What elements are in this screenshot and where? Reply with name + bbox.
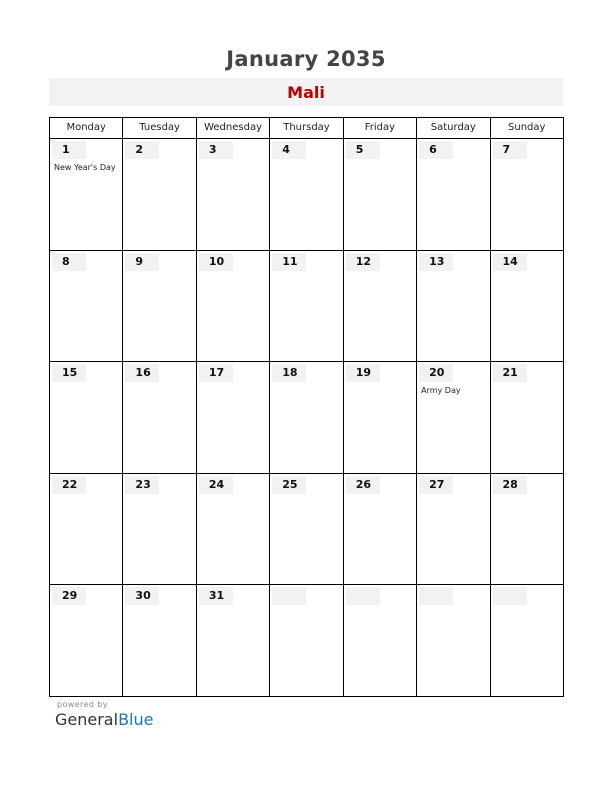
day-cell[interactable] [50,251,122,362]
day-number: 25 [282,477,298,491]
day-cell[interactable] [269,474,342,585]
day-cell[interactable] [416,474,489,585]
weekday-wednesday: Wednesday [196,118,269,138]
day-cell[interactable] [416,362,489,473]
week-row [50,362,563,474]
day-cell[interactable] [50,362,122,473]
day-cell[interactable] [269,139,342,250]
day-cell[interactable] [122,139,195,250]
day-cell[interactable] [196,139,269,250]
day-cell[interactable] [490,585,563,696]
powered-by-text: powered by [57,700,108,709]
weekday-sunday: Sunday [490,118,563,138]
day-cell[interactable] [416,251,489,362]
day-cell[interactable] [50,474,122,585]
day-cell[interactable] [122,474,195,585]
weekday-saturday: Saturday [416,118,489,138]
weekday-thursday: Thursday [269,118,342,138]
day-cell[interactable] [343,585,416,696]
day-number: 22 [62,477,78,491]
weekday-monday: Monday [66,122,106,133]
day-cell[interactable] [122,362,195,473]
day-cell[interactable] [196,474,269,585]
day-number: 7 [502,143,511,156]
day-cell[interactable] [490,474,563,585]
country-banner [49,78,563,106]
day-number: 12 [355,254,371,268]
week-row [50,474,563,586]
day-cell[interactable] [122,585,195,696]
brand-blue-text: Blue [118,710,154,729]
day-number: 14 [502,254,518,268]
day-cell[interactable] [196,362,269,473]
day-cell[interactable] [269,585,342,696]
day-cell[interactable] [196,585,269,696]
generalblue-logo[interactable] [55,710,175,730]
day-number [419,587,449,605]
day-number: 18 [282,366,298,380]
day-number: 21 [502,366,518,380]
day-number: 10 [208,254,225,268]
day-number: 5 [355,143,364,156]
weekday-tuesday: Tuesday [122,118,195,138]
day-cell[interactable] [416,585,489,696]
day-number: 29 [62,589,78,603]
calendar-title: January 2035 [226,47,386,71]
day-number: 2 [135,143,144,156]
day-number: 26 [355,477,371,491]
day-number: 20 [429,366,445,380]
day-number: 3 [208,143,217,156]
day-number: 11 [282,254,298,268]
day-number [346,587,376,605]
day-number: 4 [282,143,290,156]
day-number: 30 [135,589,151,603]
day-cell[interactable] [343,474,416,585]
day-cell[interactable] [490,139,563,250]
week-row [50,139,563,251]
day-number: 17 [208,366,225,380]
holiday-label: Army Day [421,386,461,396]
week-row [50,251,563,363]
day-number: 13 [429,254,445,268]
day-cell[interactable] [50,139,122,250]
day-cell[interactable] [490,251,563,362]
day-number: 28 [502,477,518,491]
footer-branding [55,700,175,740]
day-number: 1 [62,143,70,156]
day-number: 24 [208,477,225,491]
day-cell[interactable] [343,362,416,473]
day-number: 19 [355,366,371,380]
day-number: 15 [62,366,78,380]
day-number: 6 [429,143,437,156]
day-cell[interactable] [196,251,269,362]
day-number: 23 [135,477,151,491]
day-cell[interactable] [343,251,416,362]
day-number: 9 [135,254,144,268]
holiday-label: New Year's Day [54,163,116,172]
day-cell[interactable] [490,362,563,473]
day-cell[interactable] [50,585,122,696]
weekday-friday: Friday [343,118,416,138]
weekday-header [50,118,563,139]
day-cell[interactable] [416,139,489,250]
day-number: 31 [208,589,225,603]
day-cell[interactable] [269,362,342,473]
day-number [272,587,302,605]
day-number: 16 [135,366,151,380]
day-cell[interactable] [343,139,416,250]
country-name: Mali [287,82,325,102]
week-row [50,585,563,696]
day-number: 27 [429,477,445,491]
day-cell[interactable] [269,251,342,362]
calendar-grid [49,117,564,697]
brand-general-text: General [55,710,119,729]
day-number [493,587,523,605]
day-number: 8 [62,254,70,268]
day-cell[interactable] [122,251,195,362]
